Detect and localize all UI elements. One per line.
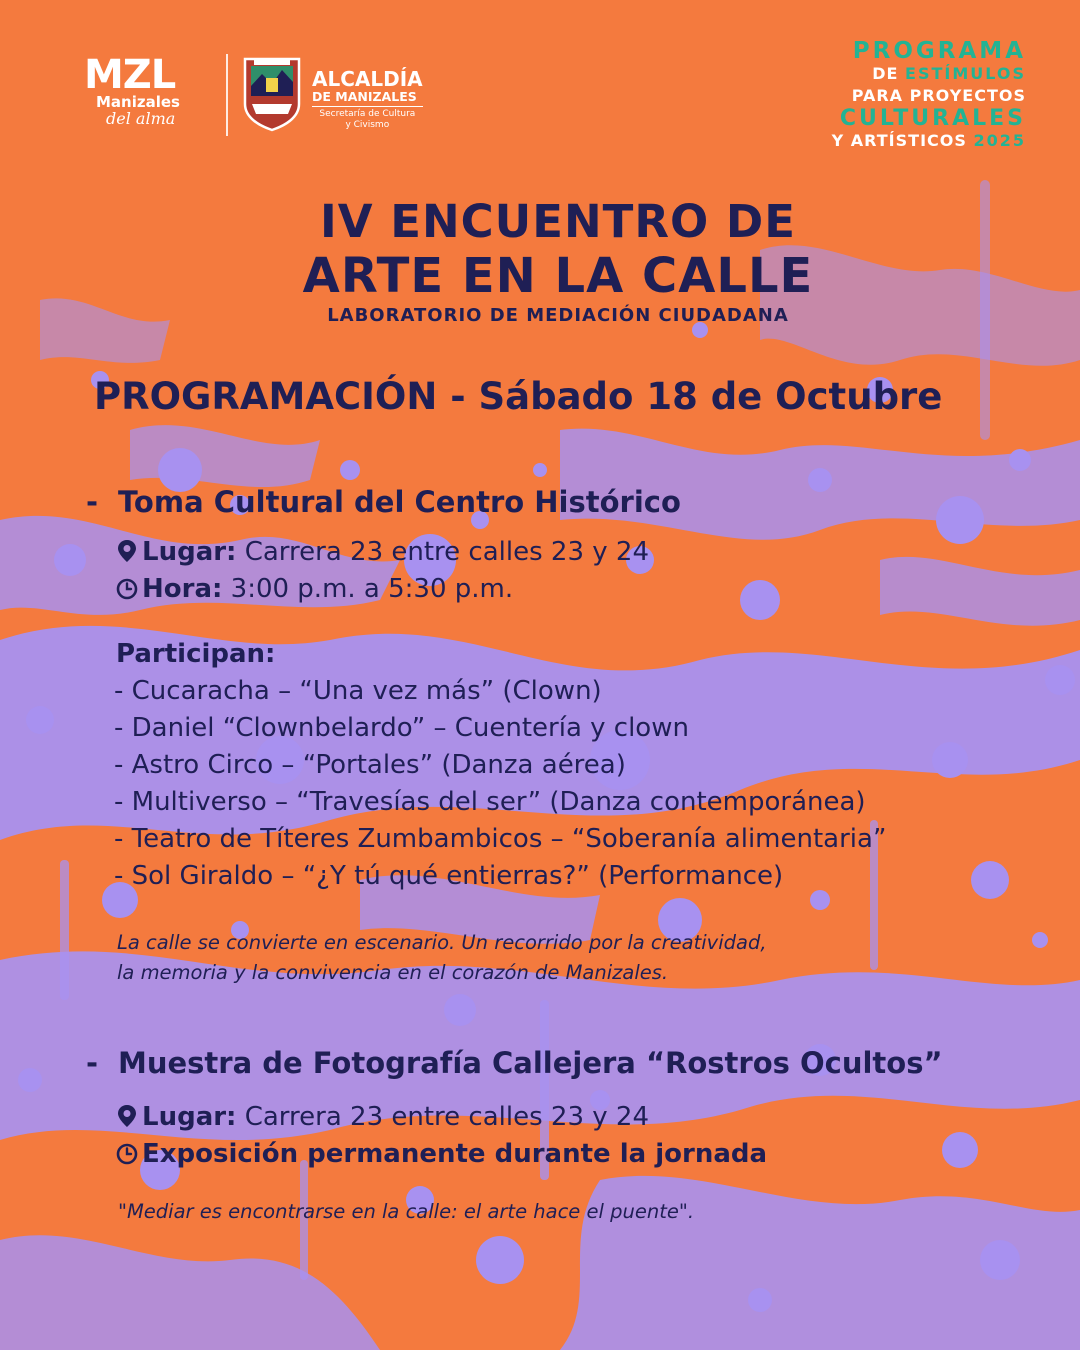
programa-line2-prefix: DE — [872, 63, 906, 83]
event-subtitle: LABORATORIO DE MEDIACIÓN CIUDADANA — [327, 305, 789, 326]
participant-item: - Teatro de Títeres Zumbambicos – “Soberanía alimentaria” — [114, 824, 887, 854]
section-2-time-label: Exposición permanente durante la jornada — [142, 1139, 768, 1169]
section-2-place — [116, 1099, 649, 1136]
section-1-title: Toma Cultural del Centro Histórico — [118, 485, 681, 519]
event-title-line2: ARTE EN LA CALLE — [302, 248, 814, 304]
section-2-quote-line1: "Mediar es encontrarse en la calle: el arte hace el puente". — [118, 1200, 695, 1223]
map-pin-icon — [116, 1104, 138, 1128]
section-2-time — [116, 1136, 767, 1173]
participants-list — [114, 673, 886, 895]
section-1-quote — [117, 928, 767, 988]
alcaldia-logo — [312, 68, 423, 131]
logo-divider — [226, 54, 228, 136]
alcaldia-secretaria-line1: Secretaría de Cultura — [319, 109, 416, 119]
section-1-place-label: Lugar: — [142, 537, 237, 567]
mzl-logo — [84, 52, 214, 136]
section-1-quote-line1: La calle se convierte en escenario. Un recorrido por la creatividad, — [117, 931, 767, 954]
section-1-dash: - — [86, 485, 99, 519]
alcaldia-secretaria — [312, 109, 423, 131]
participants-label — [116, 636, 275, 673]
section-1-quote-line2: la memoria y la convivencia en el corazón de Manizales. — [117, 961, 669, 984]
alcaldia-secretaria-line2: y Civismo — [345, 120, 390, 130]
participant-item: - Astro Circo – “Portales” (Danza aérea) — [114, 750, 626, 780]
map-pin-icon — [116, 539, 138, 563]
programa-line5-year: 2025 — [973, 131, 1026, 150]
participant-item: - Sol Giraldo – “¿Y tú qué entierras?” (Performance) — [114, 861, 784, 891]
participant-item: - Daniel “Clownbelardo” – Cuentería y clown — [114, 713, 689, 743]
mzl-logo-tagline: del alma — [106, 109, 176, 128]
section-2-heading — [86, 1045, 943, 1081]
clock-icon — [116, 1141, 138, 1165]
section-1-time-value: 3:00 p.m. a 5:30 p.m. — [222, 574, 514, 604]
section-1-place — [116, 534, 649, 571]
mzl-logo-main: MZL — [84, 52, 176, 98]
section-1-heading — [86, 484, 681, 520]
alcaldia-subtitle: DE MANIZALES — [312, 90, 423, 107]
section-1-time — [116, 571, 513, 608]
mzl-logo-city: Manizales — [96, 93, 180, 111]
programa-line2-highlight: ESTÍMULOS — [905, 63, 1026, 83]
programa-line5-prefix: Y ARTÍSTICOS — [831, 131, 974, 150]
event-title-line1: IV ENCUENTRO DE — [320, 195, 796, 248]
programa-estimulos-logo — [832, 40, 1026, 153]
section-1-time-label: Hora: — [142, 574, 223, 604]
alcaldia-title: ALCALDÍA — [312, 67, 423, 91]
event-title-block — [0, 196, 1080, 328]
participant-item: - Multiverso – “Travesías del ser” (Danza contemporánea) — [114, 787, 866, 817]
programa-line5 — [832, 130, 1026, 153]
programa-line3: PARA PROYECTOS — [851, 86, 1026, 105]
participant-item: - Cucaracha – “Una vez más” (Clown) — [114, 676, 602, 706]
programa-line4: CULTURALES — [839, 105, 1026, 131]
clock-icon — [116, 576, 138, 600]
section-2-quote — [118, 1197, 694, 1227]
section-2-place-label: Lugar: — [142, 1102, 237, 1132]
participants-label-text: Participan: — [116, 639, 276, 669]
manizales-shield-icon — [242, 56, 302, 132]
section-2-dash: - — [86, 1046, 99, 1080]
section-2-place-value: Carrera 23 entre calles 23 y 24 — [236, 1102, 649, 1132]
programa-line2 — [832, 63, 1026, 86]
program-date-heading: PROGRAMACIÓN - Sábado 18 de Octubre — [94, 375, 943, 418]
section-1-place-value: Carrera 23 entre calles 23 y 24 — [236, 537, 649, 567]
programa-line1: PROGRAMA — [852, 38, 1026, 64]
section-2-title: Muestra de Fotografía Callejera “Rostros Ocultos” — [118, 1046, 943, 1080]
